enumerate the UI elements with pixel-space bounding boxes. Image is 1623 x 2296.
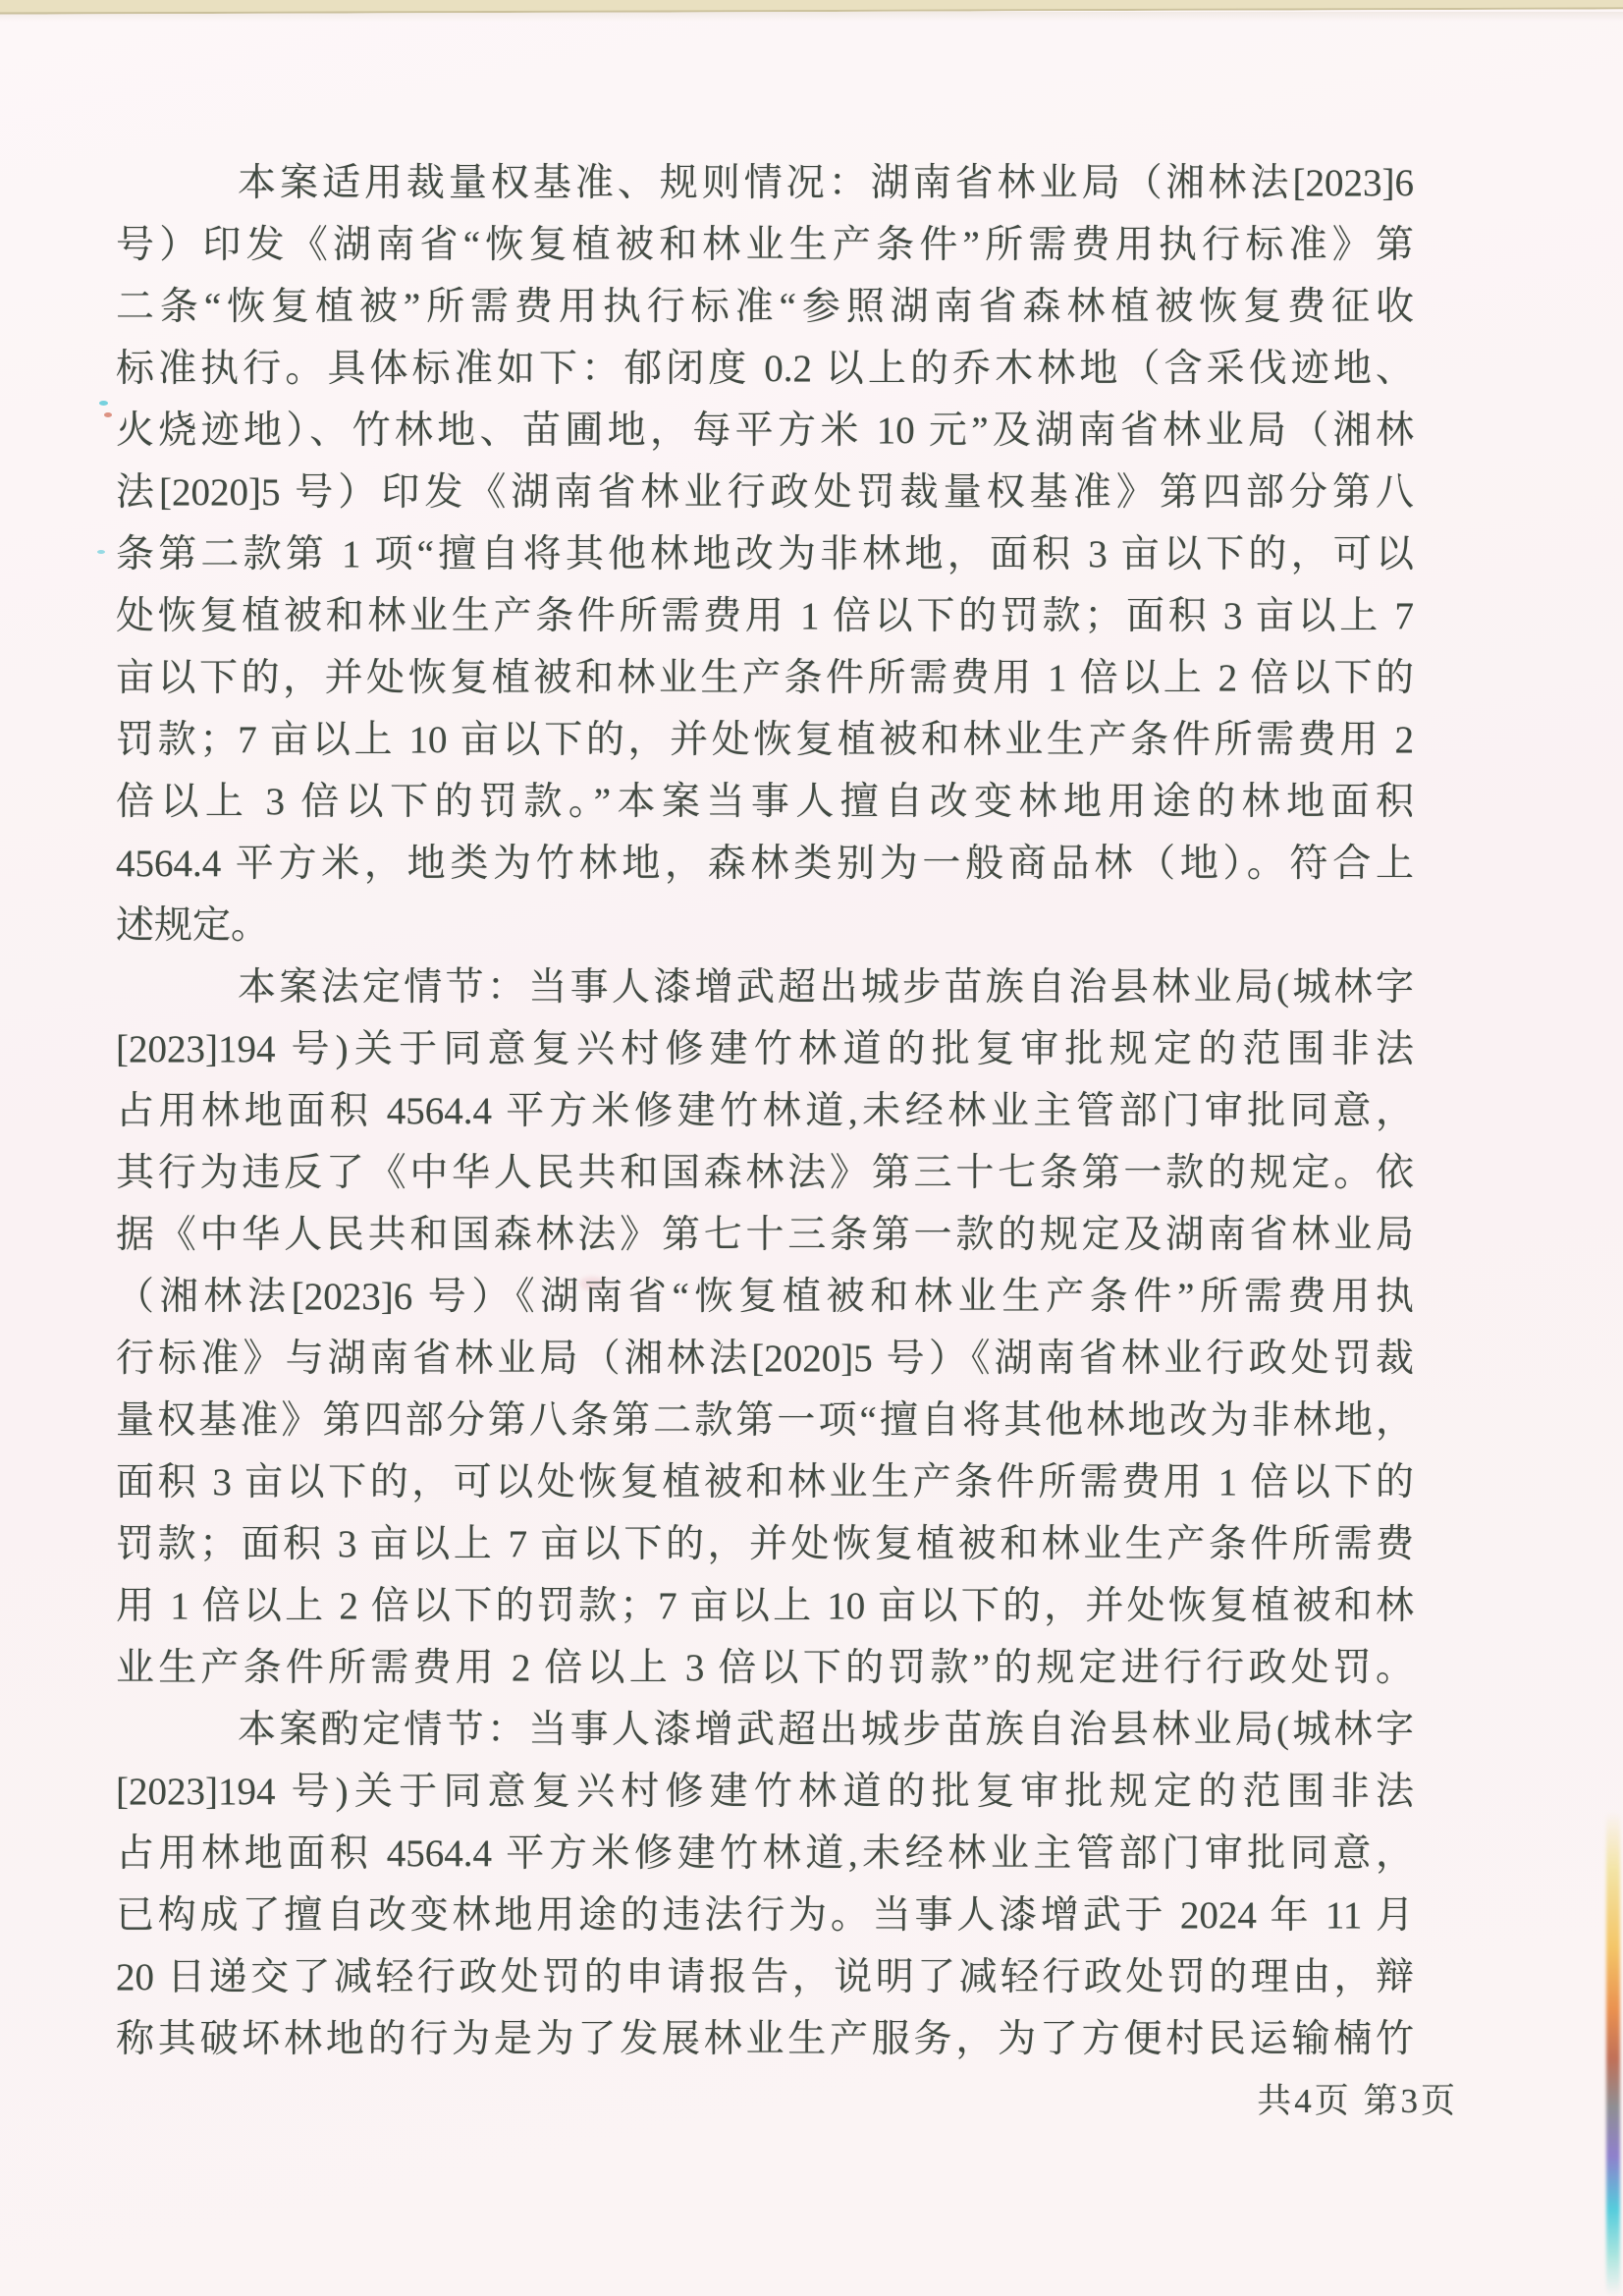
text-line: 罚款；7 亩以上 10 亩以下的，并处恢复植被和林业生产条件所需费用 2: [116, 719, 1414, 761]
scan-speck: [99, 401, 108, 406]
page-number-footer: 共4页 第3页: [1257, 2082, 1458, 2120]
text-line: 行标准》与湖南省林业局（湘林法[2020]5 号）《湖南省林业行政处罚裁: [116, 1338, 1414, 1380]
text-line: 4564.4 平方米，地类为竹林地，森林类别为一般商品林（地）。符合上: [116, 843, 1414, 885]
text-line: 二条“恢复植被”所需费用执行标准“参照湖南省森林植被恢复费征收: [116, 286, 1414, 328]
document-body: [116, 152, 1414, 2070]
text-line: 倍以上 3 倍以下的罚款。”本案当事人擅自改变林地用途的林地面积: [116, 781, 1414, 823]
text-line: 号）印发《湖南省“恢复植被和林业生产条件”所需费用执行标准》第: [116, 224, 1414, 266]
text-line: [2023]194 号)关于同意复兴村修建竹林道的批复审批规定的范围非法: [116, 1771, 1414, 1813]
text-line: 据《中华人民共和国森林法》第七十三条第一款的规定及湖南省林业局: [116, 1214, 1414, 1256]
text-line: 罚款；面积 3 亩以上 7 亩以下的，并处恢复植被和林业生产条件所需费: [116, 1523, 1414, 1565]
text-line: 亩以下的，并处恢复植被和林业生产条件所需费用 1 倍以上 2 倍以下的: [116, 657, 1414, 699]
scan-speck: [97, 550, 105, 554]
text-line: 已构成了擅自改变林地用途的违法行为。当事人漆增武于 2024 年 11 月: [116, 1894, 1414, 1937]
text-line: 本案适用裁量权基准、规则情况：湖南省林业局（湘林法[2023]6: [238, 162, 1414, 204]
text-line: （湘林法[2023]6 号）《湖南省“恢复植被和林业生产条件”所需费用执: [116, 1276, 1414, 1318]
text-line: 火烧迹地）、竹林地、苗圃地，每平方米 10 元”及湖南省林业局（湘林: [116, 410, 1414, 452]
text-line: 面积 3 亩以下的，可以处恢复植被和林业生产条件所需费用 1 倍以下的: [116, 1461, 1414, 1503]
text-line: 法[2020]5 号）印发《湖南省林业行政处罚裁量权基准》第四部分第八: [116, 471, 1414, 514]
text-line: 20 日递交了减轻行政处罚的申请报告，说明了减轻行政处罚的理由，辩: [116, 1956, 1414, 1998]
scan-paper-top-edge-shadow: [0, 12, 1623, 22]
text-line: 处恢复植被和林业生产条件所需费用 1 倍以下的罚款；面积 3 亩以上 7: [116, 595, 1414, 637]
text-line: 其行为违反了《中华人民共和国森林法》第三十七条第一款的规定。依: [116, 1152, 1414, 1194]
text-line: 本案酌定情节：当事人漆增武超出城步苗族自治县林业局(城林字: [238, 1709, 1414, 1751]
text-line: 占用林地面积 4564.4 平方米修建竹林道,未经林业主管部门审批同意，: [116, 1090, 1414, 1132]
text-line: 称其破坏林地的行为是为了发展林业生产服务，为了方便村民运输楠竹: [116, 2018, 1414, 2060]
text-line: 标准执行。具体标准如下：郁闭度 0.2 以上的乔木林地（含采伐迹地、: [116, 348, 1414, 390]
text-line: 本案法定情节：当事人漆增武超出城步苗族自治县林业局(城林字: [238, 966, 1414, 1009]
text-line: 占用林地面积 4564.4 平方米修建竹林道,未经林业主管部门审批同意，: [116, 1832, 1414, 1875]
text-line: [2023]194 号)关于同意复兴村修建竹林道的批复审批规定的范围非法: [116, 1028, 1414, 1070]
text-line: 条第二款第 1 项“擅自将其他林地改为非林地，面积 3 亩以下的，可以: [116, 533, 1414, 575]
text-line: 业生产条件所需费用 2 倍以上 3 倍以下的罚款”的规定进行行政处罚。: [116, 1647, 1414, 1689]
text-line: 述规定。: [116, 904, 270, 947]
text-line: 量权基准》第四部分第八条第二款第一项“擅自将其他林地改为非林地，: [116, 1399, 1414, 1442]
scan-color-stripe: [1606, 1812, 1620, 2296]
text-line: 用 1 倍以上 2 倍以下的罚款；7 亩以上 10 亩以下的，并处恢复植被和林: [116, 1585, 1414, 1627]
scan-speck: [104, 412, 112, 417]
